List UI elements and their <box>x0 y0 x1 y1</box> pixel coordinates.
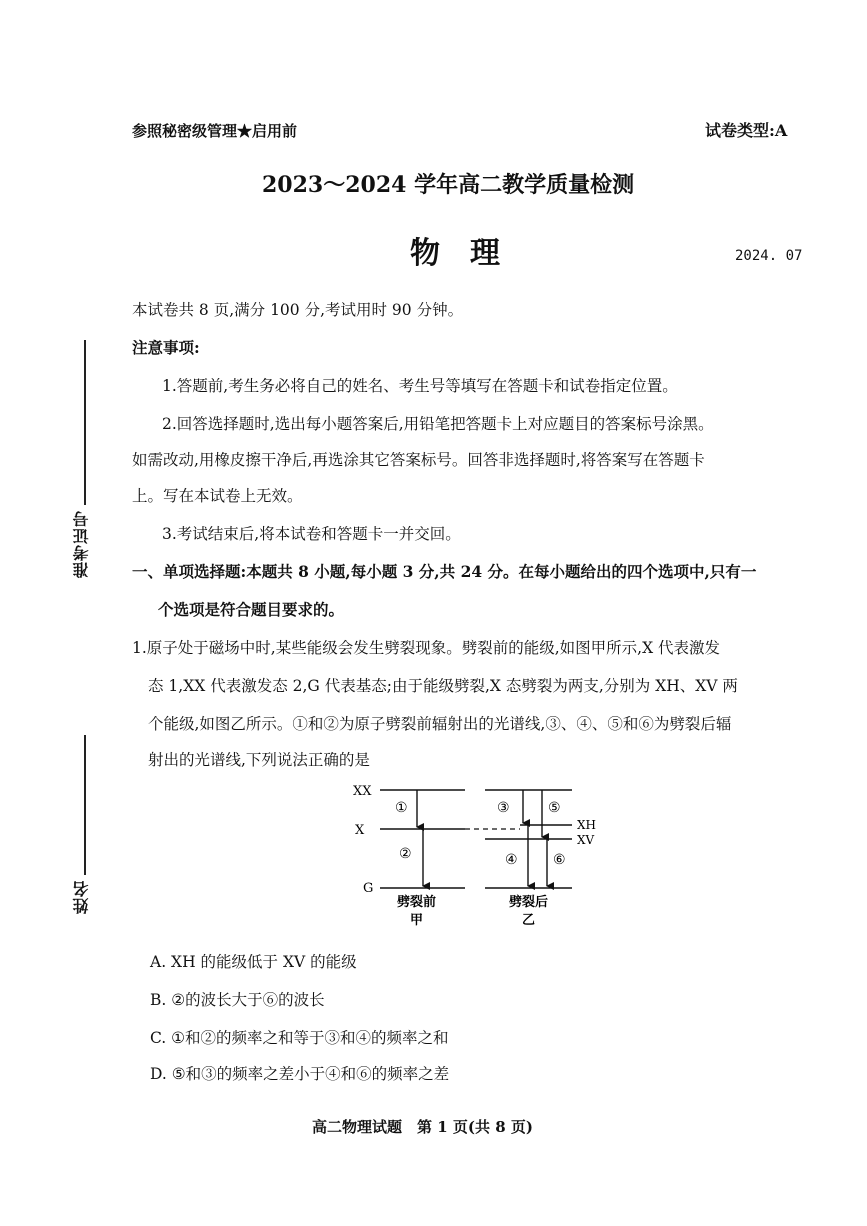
label-xv: XV <box>577 833 595 847</box>
option-a: A. XH 的能级低于 XV 的能级 <box>150 953 357 971</box>
section1-line1: 一、单项选择题:本题共 8 小题,每小题 3 分,共 24 分。在每小题给出的四个选项中,只有一 <box>132 562 757 581</box>
note-item-2-line2: 如需改动,用橡皮擦干净后,再选涂其它答案标号。回答非选择题时,将答案写在答题卡 <box>132 451 705 469</box>
label-g: G <box>363 881 374 896</box>
option-b: B. ②的波长大于⑥的波长 <box>150 991 325 1009</box>
number-6: ⑥ <box>553 852 566 868</box>
number-5: ⑤ <box>548 800 561 816</box>
label-x: X <box>355 823 365 838</box>
caption-left-2: 甲 <box>410 913 424 928</box>
page-footer: 高二物理试题 第 1 页(共 8 页) <box>312 1118 533 1136</box>
number-1: ① <box>395 800 408 816</box>
note-item-3: 3.考试结束后,将本试卷和答题卡一并交回。 <box>162 525 461 543</box>
option-d: D. ⑤和③的频率之差小于④和⑥的频率之差 <box>150 1065 450 1083</box>
paper-type: 试卷类型:A <box>705 121 788 140</box>
exam-date: 2024. 07 <box>735 248 803 264</box>
label-xh: XH <box>577 818 597 832</box>
note-item-1: 1.答题前,考生务必将自己的姓名、考生号等填写在答题卡和试卷指定位置。 <box>162 377 678 395</box>
subject-title: 物 理 <box>410 236 500 271</box>
section1-line2: 个选项是符合题目要求的。 <box>158 600 345 619</box>
caption-left-1: 劈裂前 <box>397 895 437 910</box>
exam-number-line <box>84 340 86 505</box>
question1-line1: 1.原子处于磁场中时,某些能级会发生劈裂现象。劈裂前的能级,如图甲所示,X 代表激发 <box>132 639 721 657</box>
note-item-2-line3: 上。写在本试卷上无效。 <box>132 487 303 505</box>
number-2: ② <box>399 846 412 862</box>
confidential-notice: 参照秘密级管理★启用前 <box>132 122 298 140</box>
question1-line3: 个能级,如图乙所示。①和②为原子劈裂前辐射出的光谱线,③、④、⑤和⑥为劈裂后辐 <box>148 715 732 733</box>
note-item-2-line1: 2.回答选择题时,选出每小题答案后,用铅笔把答题卡上对应题目的答案标号涂黑。 <box>162 415 714 433</box>
question1-line2: 态 1,XX 代表激发态 2,G 代表基态;由于能级劈裂,X 态劈裂为两支,分别为 XH、XV 两 <box>148 677 738 695</box>
caption-right-2: 乙 <box>522 913 536 928</box>
energy-level-diagram <box>345 776 615 936</box>
exam-title: 2023～2024 学年高二教学质量检测 <box>262 172 635 198</box>
number-4: ④ <box>505 852 518 868</box>
label-xx: XX <box>353 784 372 799</box>
notes-heading: 注意事项: <box>132 338 200 357</box>
name-line <box>84 735 86 875</box>
exam-number-label: 准考证号 <box>72 510 91 578</box>
caption-right-1: 劈裂后 <box>509 895 549 910</box>
option-c: C. ①和②的频率之和等于③和④的频率之和 <box>150 1029 449 1047</box>
intro-text: 本试卷共 8 页,满分 100 分,考试用时 90 分钟。 <box>132 301 464 319</box>
name-label: 姓名 <box>72 880 91 914</box>
number-3: ③ <box>497 800 510 816</box>
question1-line4: 射出的光谱线,下列说法正确的是 <box>148 751 370 769</box>
